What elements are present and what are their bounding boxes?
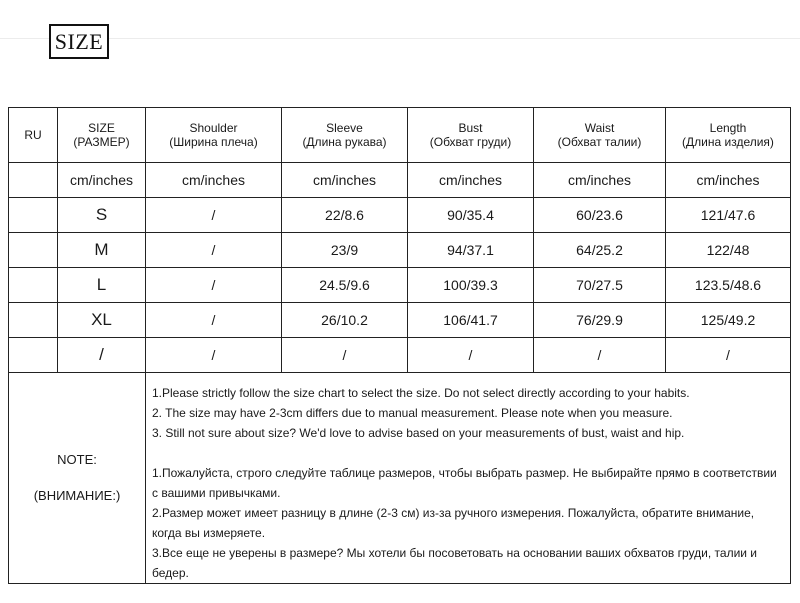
header-shoulder: Shoulder (Ширина плеча) — [146, 108, 282, 163]
size-chart-table — [8, 107, 791, 584]
note-en-line: 3. Still not sure about size? We'd love to advise based on your measurements of bust, waist and hip. — [152, 426, 685, 440]
table-cell: / — [146, 198, 282, 233]
table-cell: 70/27.5 — [534, 268, 666, 303]
table-cell: 100/39.3 — [408, 268, 534, 303]
header-waist: Waist (Обхват талии) — [534, 108, 666, 163]
top-divider-line — [0, 38, 800, 39]
table-cell: 24.5/9.6 — [282, 268, 408, 303]
note-label-cell — [9, 373, 146, 584]
table-cell: / — [666, 338, 791, 373]
table-cell — [9, 268, 58, 303]
unit-cell: cm/inches — [282, 163, 408, 198]
unit-row — [9, 163, 791, 198]
table-cell: 106/41.7 — [408, 303, 534, 338]
table-cell: / — [282, 338, 408, 373]
table-row — [9, 338, 791, 373]
table-cell: 64/25.2 — [534, 233, 666, 268]
header-row — [9, 108, 791, 163]
header-sleeve: Sleeve (Длина рукава) — [282, 108, 408, 163]
size-cell: L — [58, 268, 146, 303]
unit-cell: cm/inches — [146, 163, 282, 198]
table-cell: / — [146, 338, 282, 373]
header-size: SIZE (РАЗМЕР) — [58, 108, 146, 163]
unit-cell — [9, 163, 58, 198]
note-ru-line: 3.Все еще не уверены в размере? Мы хотели бы посоветовать на основании ваших обхватов груди, талии и бедер. — [152, 546, 758, 580]
table-cell: / — [146, 233, 282, 268]
table-row — [9, 303, 791, 338]
table-cell: 125/49.2 — [666, 303, 791, 338]
table-cell — [9, 233, 58, 268]
table-cell: / — [408, 338, 534, 373]
unit-cell: cm/inches — [58, 163, 146, 198]
header-bust: Bust (Обхват груди) — [408, 108, 534, 163]
note-label: NOTE: — [57, 452, 97, 467]
table-cell: / — [146, 268, 282, 303]
size-cell: S — [58, 198, 146, 233]
size-title-badge: SIZE — [49, 24, 109, 59]
table-cell: 26/10.2 — [282, 303, 408, 338]
header-ru: RU — [9, 108, 58, 163]
table-cell: / — [534, 338, 666, 373]
header-length: Length (Длина изделия) — [666, 108, 791, 163]
size-cell: M — [58, 233, 146, 268]
table-cell — [9, 338, 58, 373]
table-row — [9, 268, 791, 303]
note-ru-line: 1.Пожалуйста, строго следуйте таблице размеров, чтобы выбрать размер. Не выбирайте прямо в соответствии с вашими привычками. — [152, 466, 777, 500]
note-ru-line: 2.Размер может имеет разницу в длине (2-3 см) из-за ручного измерения. Пожалуйста, обратите внимание, когда вы измеряете. — [152, 506, 755, 540]
table-cell: 122/48 — [666, 233, 791, 268]
table-cell: / — [146, 303, 282, 338]
table-row — [9, 198, 791, 233]
unit-cell: cm/inches — [666, 163, 791, 198]
size-cell: XL — [58, 303, 146, 338]
note-en-line: 2. The size may have 2-3cm differs due to manual measurement. Please note when you measure. — [152, 406, 673, 420]
unit-cell: cm/inches — [408, 163, 534, 198]
table-row — [9, 233, 791, 268]
table-cell: 22/8.6 — [282, 198, 408, 233]
table-cell: 121/47.6 — [666, 198, 791, 233]
table-cell — [9, 303, 58, 338]
note-en-line: 1.Please strictly follow the size chart to select the size. Do not select directly according to your habits. — [152, 386, 690, 400]
table-cell: 23/9 — [282, 233, 408, 268]
table-cell: 94/37.1 — [408, 233, 534, 268]
note-label-ru: (ВНИМАНИЕ:) — [33, 488, 121, 503]
table-cell: 76/29.9 — [534, 303, 666, 338]
table-cell — [9, 198, 58, 233]
table-cell: 60/23.6 — [534, 198, 666, 233]
table-cell: 123.5/48.6 — [666, 268, 791, 303]
table-cell: 90/35.4 — [408, 198, 534, 233]
unit-cell: cm/inches — [534, 163, 666, 198]
note-text-cell — [146, 373, 791, 584]
size-cell: / — [58, 338, 146, 373]
note-row — [9, 373, 791, 584]
